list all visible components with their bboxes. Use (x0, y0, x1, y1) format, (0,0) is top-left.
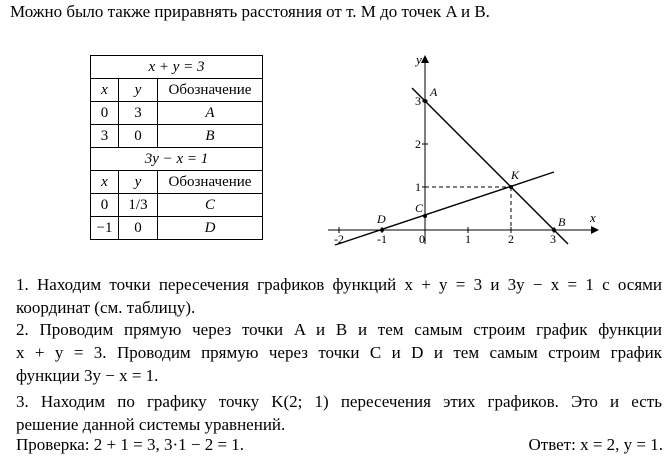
table-cell: 0 (119, 125, 158, 148)
table-row (91, 194, 263, 217)
point-d (380, 228, 384, 232)
coordinate-graph (320, 48, 610, 248)
col-x-header: x (91, 171, 119, 194)
table-row (91, 125, 263, 148)
intro-text: Можно было также приравнять расстояния от т. M до точек A и B. (10, 2, 490, 21)
point-d-label: D (377, 212, 386, 226)
answer-line: Ответ: x = 2, y = 1. (528, 435, 663, 454)
step-2 (16, 318, 662, 387)
point-k-label: K (511, 168, 520, 182)
step-2-line-3: функции 3y − x = 1. (16, 366, 159, 385)
x-tick-label: -1 (377, 232, 387, 246)
step-3-line-1: 3. Находим по графику точку K(2; 1) пересечения этих графиков. Это и есть (16, 392, 662, 411)
check-line: Проверка: 2 + 1 = 3, 3·1 − 2 = 1. (16, 435, 245, 454)
x-tick-label: 1 (465, 232, 471, 246)
y-tick-label: 2 (415, 137, 421, 151)
table-cell: C (158, 194, 263, 217)
point-c-label: C (415, 201, 424, 215)
step-2-line-2: x + y = 3. Проводим прямую через точки C и D и тем самым строим график (16, 343, 662, 362)
table-row (91, 102, 263, 125)
table-cell: A (158, 102, 263, 125)
step-1-line-2: координат (см. таблицу). (16, 298, 196, 317)
equation-2-header: 3y − x = 1 (91, 148, 263, 171)
step-1 (16, 273, 662, 319)
line-3y-minus-x (335, 172, 554, 245)
table-cell: 0 (91, 194, 119, 217)
table-header-row (91, 79, 263, 102)
table-cell: 0 (91, 102, 119, 125)
point-b (552, 228, 556, 232)
line-x-plus-y (412, 88, 568, 244)
table-row (91, 56, 263, 79)
axis-ticks (339, 101, 554, 233)
x-tick-label: -2 (334, 232, 344, 246)
coordinates-table (90, 55, 263, 240)
table-cell: 3 (119, 102, 158, 125)
step-3-line-2: решение данной системы уравнений. (16, 415, 286, 434)
step-3 (16, 390, 662, 436)
point-a (423, 99, 427, 103)
table-cell: 1/3 (119, 194, 158, 217)
table-cell: D (158, 217, 263, 240)
y-tick-label: 1 (415, 180, 421, 194)
y-axis-label: y (416, 52, 422, 67)
step-2-line-1: 2. Проводим прямую через точки A и B и тем самым строим график функции (16, 320, 662, 339)
table-cell: 3 (91, 125, 119, 148)
equation-1-header: x + y = 3 (91, 56, 263, 79)
x-tick-label: 2 (508, 232, 514, 246)
y-tick-label: 3 (415, 94, 421, 108)
x-tick-label: 0 (419, 232, 425, 246)
point-c (423, 214, 427, 218)
point-a-label: A (430, 85, 438, 99)
col-x-header: x (91, 79, 119, 102)
table-cell: B (158, 125, 263, 148)
col-y-header: y (119, 171, 158, 194)
x-tick-label: 3 (550, 232, 556, 246)
table-row (91, 217, 263, 240)
table-cell: 0 (119, 217, 158, 240)
table-cell: −1 (91, 217, 119, 240)
x-axis-label: x (590, 210, 596, 225)
col-y-header: y (119, 79, 158, 102)
table-header-row (91, 171, 263, 194)
point-b-label: B (558, 215, 566, 229)
col-label-header: Обозначение (158, 171, 263, 194)
step-1-line-1: 1. Находим точки пересечения графиков функций x + y = 3 и 3y − x = 1 с осями (16, 275, 662, 294)
col-label-header: Обозначение (158, 79, 263, 102)
point-k (509, 185, 513, 189)
table-row (91, 148, 263, 171)
